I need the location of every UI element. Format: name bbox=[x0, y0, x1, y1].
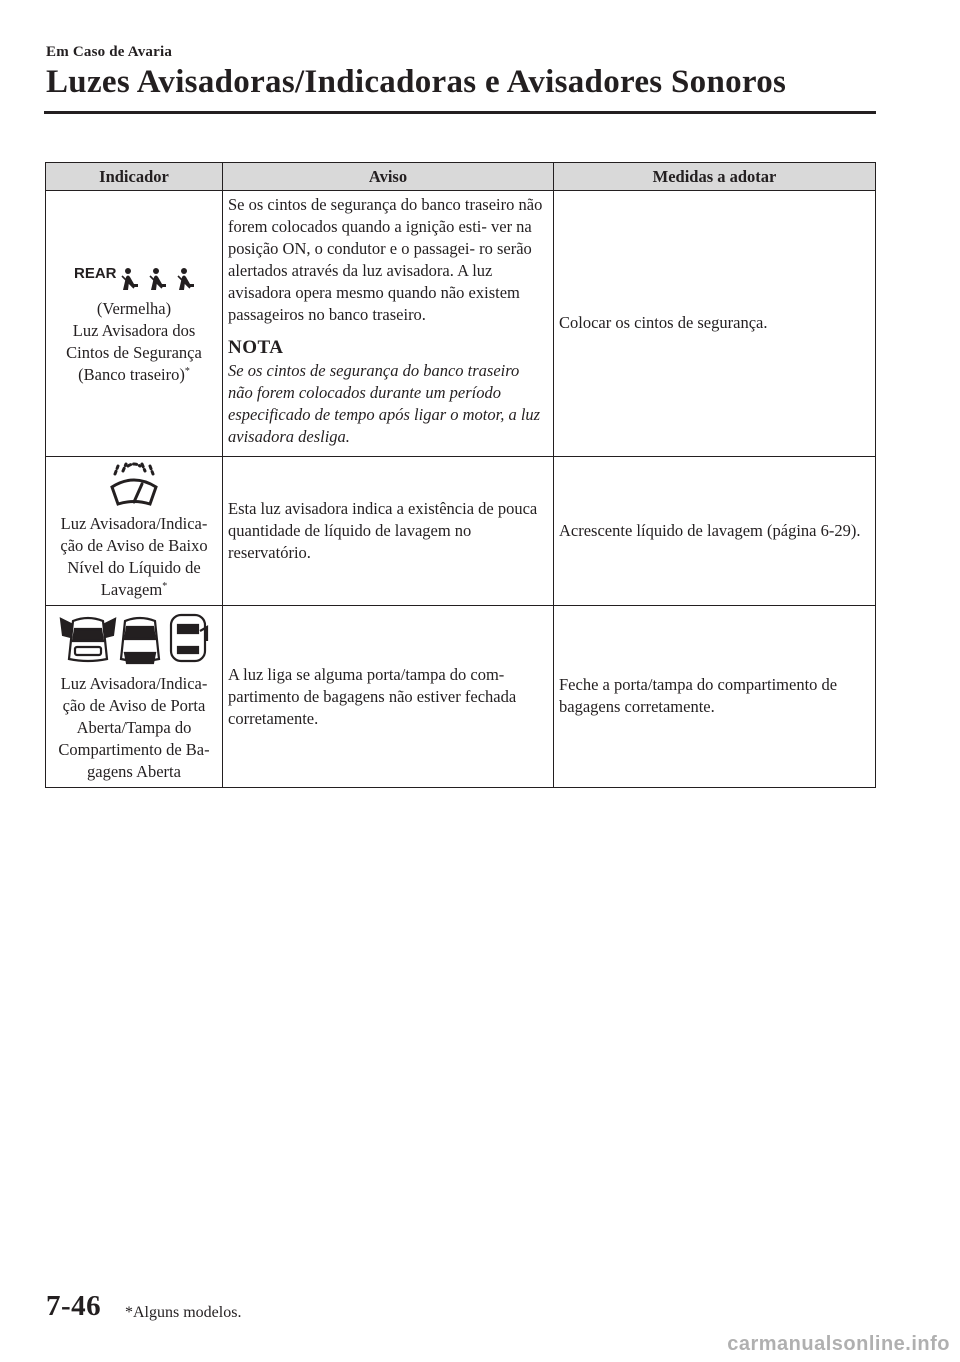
indicator-name-line: Compartimento de Ba- bbox=[58, 739, 210, 759]
title-divider bbox=[44, 111, 876, 114]
column-header-action: Medidas a adotar bbox=[554, 163, 876, 191]
column-header-warning: Aviso bbox=[223, 163, 554, 191]
action-cell: Acrescente líquido de lavagem (página 6-29). bbox=[554, 457, 876, 606]
warning-text: Se os cintos de segurança do banco traseiro não forem colocados quando a ignição esti- ver na posição ON, o condutor e o passagei- ro serão alertados através da luz avisadora. A luz avisadora opera mesmo quando não existem passageiros no banco traseiro. bbox=[228, 195, 543, 324]
action-cell: Colocar os cintos de segurança. bbox=[554, 191, 876, 457]
page-number: 7-46 bbox=[46, 1290, 102, 1322]
indicator-name-line: Luz Avisadora/Indica- bbox=[60, 514, 208, 533]
rear-seatbelt-warning-icon bbox=[49, 262, 219, 298]
indicator-name-line: gagens Aberta bbox=[87, 761, 181, 781]
warning-lights-table bbox=[45, 162, 876, 788]
table-row bbox=[46, 606, 876, 788]
door-open-warning-icon bbox=[49, 611, 219, 673]
footnote-mark: * bbox=[162, 581, 168, 592]
note-heading: NOTA bbox=[228, 337, 284, 358]
indicator-cell bbox=[46, 191, 223, 457]
column-header-indicator: Indicador bbox=[46, 163, 223, 191]
indicator-name-line: Aberta/Tampa do bbox=[76, 717, 192, 737]
footnote: *Alguns modelos. bbox=[125, 1304, 242, 1321]
footnote-mark: * bbox=[184, 365, 190, 377]
warning-cell bbox=[223, 457, 554, 606]
washer-fluid-warning-icon bbox=[49, 461, 219, 513]
indicator-name-line: Lavagem bbox=[100, 580, 163, 599]
action-cell: Feche a porta/tampa do compartimento de bagagens corretamente. bbox=[554, 606, 876, 788]
indicator-name-line: (Banco traseiro) bbox=[78, 364, 185, 384]
note-text: Se os cintos de segurança do banco traseiro não forem colocados durante um período especificado de tempo após ligar o motor, a luz avisadora desliga. bbox=[228, 361, 541, 446]
warning-text: A luz liga se alguma porta/tampa do com- partimento de bagagens não estiver fechada corretamente. bbox=[228, 664, 517, 728]
watermark: carmanualsonline.info bbox=[727, 1333, 950, 1355]
page-title: Luzes Avisadoras/Indicadoras e Avisadores Sonoros bbox=[46, 64, 787, 100]
indicator-name-line: Luz Avisadora dos bbox=[72, 320, 196, 340]
indicator-name-line: Nível do Líquido de bbox=[67, 558, 201, 577]
indicator-name-line: Luz Avisadora/Indica- bbox=[60, 673, 208, 693]
rear-icon-text: REAR bbox=[74, 264, 117, 282]
indicator-cell bbox=[46, 457, 223, 606]
warning-cell bbox=[223, 191, 554, 457]
section-label: Em Caso de Avaria bbox=[46, 44, 173, 60]
indicator-name-line: ção de Aviso de Baixo bbox=[60, 536, 208, 555]
indicator-name-line: Cintos de Segurança bbox=[66, 342, 202, 362]
indicator-cell bbox=[46, 606, 223, 788]
table-row bbox=[46, 457, 876, 606]
table-header-row bbox=[46, 163, 876, 191]
table-row bbox=[46, 191, 876, 457]
warning-text: Esta luz avisadora indica a existência de pouca quantidade de líquido de lavagem no reservatório. bbox=[228, 499, 538, 562]
warning-cell bbox=[223, 606, 554, 788]
indicator-color: (Vermelha) bbox=[96, 298, 172, 318]
indicator-name-line: ção de Aviso de Porta bbox=[62, 695, 206, 715]
